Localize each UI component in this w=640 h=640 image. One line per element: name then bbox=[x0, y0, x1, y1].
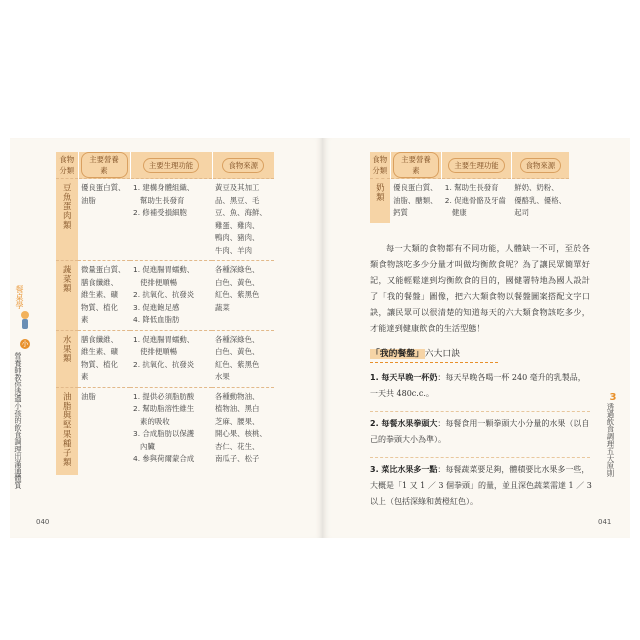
food-table-left bbox=[56, 152, 274, 475]
nutrients-line: 鈣質 bbox=[393, 208, 408, 217]
left-sidebar bbox=[14, 285, 36, 489]
table-header-label: 主要生理功能 bbox=[448, 158, 504, 173]
functions-line: 2. 修補受損細胞 bbox=[133, 208, 187, 217]
functions-line: 3. 促進飽足感 bbox=[133, 302, 180, 312]
sources-line: 各種深綠色、 bbox=[215, 265, 260, 274]
table-header bbox=[390, 152, 442, 179]
category-label: 奶類 bbox=[375, 183, 386, 202]
sources-line: 品、黑豆、毛 bbox=[215, 195, 260, 205]
sources-line: 植物油、黑白 bbox=[215, 404, 260, 413]
nutrients-cell bbox=[78, 330, 130, 387]
sources-line: 牛肉、羊肉 bbox=[215, 245, 252, 255]
chapter-tab bbox=[606, 392, 620, 477]
nutrients-cell bbox=[390, 179, 442, 223]
table-header bbox=[212, 152, 274, 179]
functions-line: 使排便順暢 bbox=[133, 277, 178, 287]
functions-line: 健康 bbox=[444, 208, 467, 217]
sources-line: 優酪乳、優格、 bbox=[514, 195, 566, 205]
table-header-label: 主要營養素 bbox=[393, 152, 440, 178]
sources-line: 紅色、紫黑色 bbox=[215, 359, 260, 369]
sources-line: 雞蛋、雞肉、 bbox=[215, 220, 260, 230]
nutrients-line: 維生素、礦 bbox=[81, 347, 118, 356]
table-header-label: 主要生理功能 bbox=[143, 158, 199, 173]
table-header-label: 食物分類 bbox=[59, 155, 75, 175]
category-label: 油脂與堅果種子類 bbox=[62, 391, 73, 467]
functions-line: 幫助生長發育 bbox=[133, 195, 185, 205]
sources-cell bbox=[212, 330, 274, 387]
functions-line: 4. 參與荷爾蒙合成 bbox=[133, 454, 195, 463]
functions-line: 1. 幫助生長發育 bbox=[444, 183, 499, 192]
category-cell bbox=[56, 179, 78, 261]
heading-highlight: 「我的餐盤」 bbox=[371, 349, 424, 359]
table-row bbox=[370, 179, 569, 223]
functions-line: 2. 幫助脂溶性維生 bbox=[133, 404, 195, 413]
table-header bbox=[442, 152, 511, 179]
table-row bbox=[56, 330, 274, 387]
nutrients-line: 膳食纖維、 bbox=[81, 334, 118, 344]
page-number-left: 040 bbox=[36, 518, 50, 526]
sources-line: 白色、黃色、 bbox=[215, 347, 260, 356]
chapter-title: 透過飲食調理五大原則 bbox=[606, 403, 615, 477]
tip-label: 3. 菜比水果多一點 bbox=[370, 465, 438, 474]
functions-line: 3. 合成脂肪以保護 bbox=[133, 429, 195, 438]
nutrients-line: 物質、植化 bbox=[81, 302, 118, 312]
sources-line: 各種動物油、 bbox=[215, 391, 260, 401]
functions-line: 2. 抗氧化、抗發炎 bbox=[133, 290, 195, 299]
divider bbox=[370, 457, 590, 458]
section-heading bbox=[370, 346, 460, 359]
functions-line: 1. 促進腸胃蠕動、 bbox=[133, 334, 195, 344]
functions-line: 1. 建構身體組織、 bbox=[133, 183, 195, 192]
functions-line: 使排便順暢 bbox=[133, 347, 178, 356]
nutrients-line: 膳食纖維、 bbox=[81, 277, 118, 287]
tip-2 bbox=[370, 416, 592, 448]
table-header bbox=[78, 152, 130, 179]
mascot-icon bbox=[18, 311, 32, 329]
functions-cell bbox=[130, 387, 212, 475]
category-cell bbox=[56, 330, 78, 387]
nutrients-line: 物質、植化 bbox=[81, 359, 118, 369]
table-row bbox=[56, 387, 274, 475]
sidebar-seal: 小 bbox=[21, 340, 29, 348]
table-header bbox=[130, 152, 212, 179]
page-number-right: 041 bbox=[598, 518, 612, 526]
table-header-label: 食物分類 bbox=[372, 155, 388, 175]
heading-rest: 六大口訣 bbox=[424, 349, 460, 359]
tip-text: ：每餐食用一顆拳頭大小分量的水果（以自己的拳頭大小為準）。 bbox=[370, 419, 590, 444]
sources-line: 蔬菜 bbox=[215, 302, 230, 312]
table-header bbox=[56, 152, 78, 179]
tip-text: ：每天早晚各喝一杯 240 毫升的乳製品，一天共 480c.c.。 bbox=[370, 373, 586, 398]
nutrients-cell bbox=[78, 387, 130, 475]
sources-line: 南瓜子、松子 bbox=[215, 454, 260, 463]
category-cell bbox=[56, 387, 78, 475]
tip-label: 1. 每天早晚一杯奶 bbox=[370, 373, 438, 382]
tip-1 bbox=[370, 370, 592, 402]
sources-line: 水果 bbox=[215, 372, 230, 381]
nutrients-line: 優良蛋白質、 bbox=[393, 183, 438, 192]
heading-underline bbox=[370, 362, 498, 363]
sources-line: 紅色、紫黑色 bbox=[215, 290, 260, 299]
nutrients-line: 素 bbox=[81, 372, 89, 381]
category-label: 水果類 bbox=[62, 334, 73, 363]
sources-line: 豆、魚、海鮮、 bbox=[215, 208, 267, 217]
sources-line: 各種深綠色、 bbox=[215, 334, 260, 344]
nutrients-line: 油脂 bbox=[81, 391, 96, 401]
sources-line: 黃豆及其加工 bbox=[215, 183, 260, 192]
sources-line: 白色、黃色、 bbox=[215, 277, 260, 287]
book-title: 營養師教你透過小孩的飲食調理出滿通體質 bbox=[14, 352, 23, 489]
chapter-number: 3 bbox=[609, 392, 617, 403]
food-table-right bbox=[370, 152, 569, 223]
functions-cell bbox=[130, 330, 212, 387]
table-row bbox=[56, 261, 274, 331]
sidebar-deco: 餐桌學 bbox=[15, 285, 24, 309]
nutrients-line: 維生素、礦 bbox=[81, 290, 118, 299]
nutrients-line: 素 bbox=[81, 315, 89, 324]
table-row bbox=[56, 179, 274, 261]
functions-cell bbox=[130, 179, 212, 261]
functions-cell bbox=[442, 179, 511, 223]
functions-line: 素的吸收 bbox=[133, 416, 170, 426]
functions-line: 1. 促進腸胃蠕動、 bbox=[133, 265, 195, 274]
table-header bbox=[511, 152, 569, 179]
tip-3 bbox=[370, 462, 592, 510]
sources-cell bbox=[212, 387, 274, 475]
sources-line: 杏仁、花生、 bbox=[215, 441, 260, 451]
category-label: 豆魚蛋肉類 bbox=[62, 183, 73, 230]
nutrients-line: 油脂 bbox=[81, 195, 96, 205]
table-header-label: 食物來源 bbox=[222, 158, 264, 173]
sources-line: 鴨肉、豬肉、 bbox=[215, 233, 260, 242]
divider bbox=[370, 411, 590, 412]
table-header bbox=[370, 152, 390, 179]
functions-cell bbox=[130, 261, 212, 331]
tip-label: 2. 每餐水果拳頭大 bbox=[370, 419, 438, 428]
sources-line: 鮮奶、奶粉、 bbox=[514, 183, 559, 192]
nutrients-line: 微量蛋白質、 bbox=[81, 265, 126, 274]
sources-line: 起司 bbox=[514, 208, 530, 217]
functions-line: 1. 提供必須脂肪酸 bbox=[133, 391, 195, 401]
functions-line: 內臟 bbox=[133, 441, 155, 451]
nutrients-cell bbox=[78, 261, 130, 331]
functions-line: 2. 抗氧化、抗發炎 bbox=[133, 359, 195, 369]
nutrients-line: 優良蛋白質、 bbox=[81, 183, 126, 192]
functions-line: 2. 促進骨骼及牙齒 bbox=[444, 195, 506, 205]
sources-cell bbox=[511, 179, 569, 223]
tip-text: ：每餐蔬菜要足夠，體積要比水果多一些，大概是「1 又 1 ／ 3 個拳頭」的量，並且深色蔬菜需達 1 ／ 3 以上（包括深綠和黃橙紅色）。 bbox=[370, 465, 592, 506]
nutrients-line: 油脂、醣類、 bbox=[393, 195, 438, 205]
functions-line: 4. 降低血脂肪 bbox=[133, 315, 180, 324]
table-header-label: 食物來源 bbox=[520, 158, 562, 173]
sources-line: 芝麻、腰果、 bbox=[215, 416, 260, 426]
nutrients-cell bbox=[78, 179, 130, 261]
intro-paragraph: 每一大類的食物都有不同功能，人體缺一不可，至於各類食物該吃多少分量才叫做均衡飲食呢？為了讓民眾簡單好記，又能輕鬆達到均衡飲食的目的，國健署特地為國人設計了「我的餐盤」圖像，把六大類食物以餐盤圖案搭配文字口訣，讓民眾可以很清楚的知道每天的六大類食物該吃多少，才能達到健康飲食的生活型態！ bbox=[370, 243, 590, 333]
sources-cell bbox=[212, 179, 274, 261]
table-header-label: 主要營養素 bbox=[81, 152, 128, 178]
sources-cell bbox=[212, 261, 274, 331]
category-cell bbox=[56, 261, 78, 331]
category-cell bbox=[370, 179, 390, 223]
sources-line: 開心果、核桃、 bbox=[215, 429, 267, 438]
category-label: 蔬菜類 bbox=[62, 265, 73, 294]
